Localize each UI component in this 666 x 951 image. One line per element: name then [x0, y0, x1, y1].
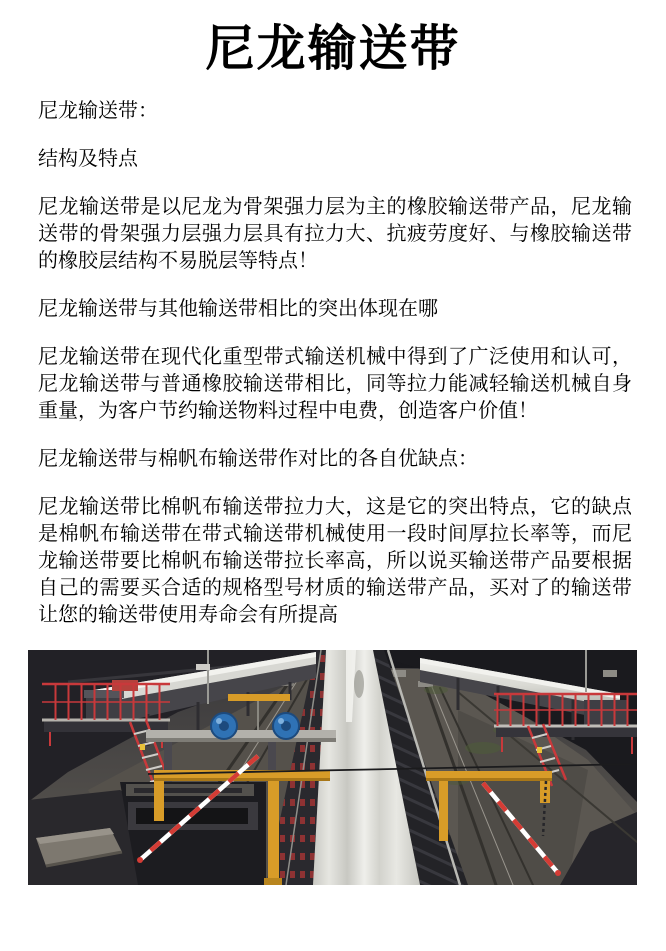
paragraph-comparison-heading: 尼龙输送带与其他输送带相比的突出体现在哪	[38, 298, 438, 320]
belt-smudge	[354, 670, 364, 698]
conveyor-photo	[28, 650, 637, 885]
page-title: 尼龙输送带	[205, 22, 461, 76]
paragraph-cotton-heading: 尼龙输送带与棉帆布输送带作对比的各自优缺点：	[38, 448, 478, 470]
blue-drum-right	[273, 713, 299, 739]
paragraph-cotton-comparison: 尼龙输送带比棉帆布输送带拉力大，这是它的突出特点，它的缺点是棉帆布输送带在带式输送带机械使用一段时间厚拉长率等，而尼龙输送带要比棉帆布输送带拉长率高，所以说买输送带产品要根据自己的需要买合适的规格型号材质的输送带产品，买对了的输送带让您的输送带使用寿命会有所提高	[38, 496, 632, 626]
blue-drum-left	[211, 713, 237, 739]
warning-tag	[140, 744, 145, 750]
hopper-machine	[120, 782, 266, 885]
paragraph-structure-heading: 结构及特点	[38, 148, 138, 170]
paragraph-lede: 尼龙输送带：	[38, 100, 158, 122]
paragraph-advantages: 尼龙输送带在现代化重型带式输送机械中得到了广泛使用和认可，尼龙输送带与普通橡胶输送带相比，同等拉力能减轻输送机械自身重量，为客户节约输送物料过程中电费，创造客户价值！	[38, 346, 632, 422]
warning-tag	[537, 747, 542, 753]
paragraph-structure: 尼龙输送带是以尼龙为骨架强力层为主的橡胶输送带产品，尼龙输送带的骨架强力层强力层具有拉力大、抗疲劳度好、与橡胶输送带的橡胶层结构不易脱层等特点！	[38, 196, 632, 272]
small-yellow-beam	[228, 694, 290, 701]
article-body	[0, 98, 666, 629]
conveyor-photo-illustration	[28, 650, 637, 885]
